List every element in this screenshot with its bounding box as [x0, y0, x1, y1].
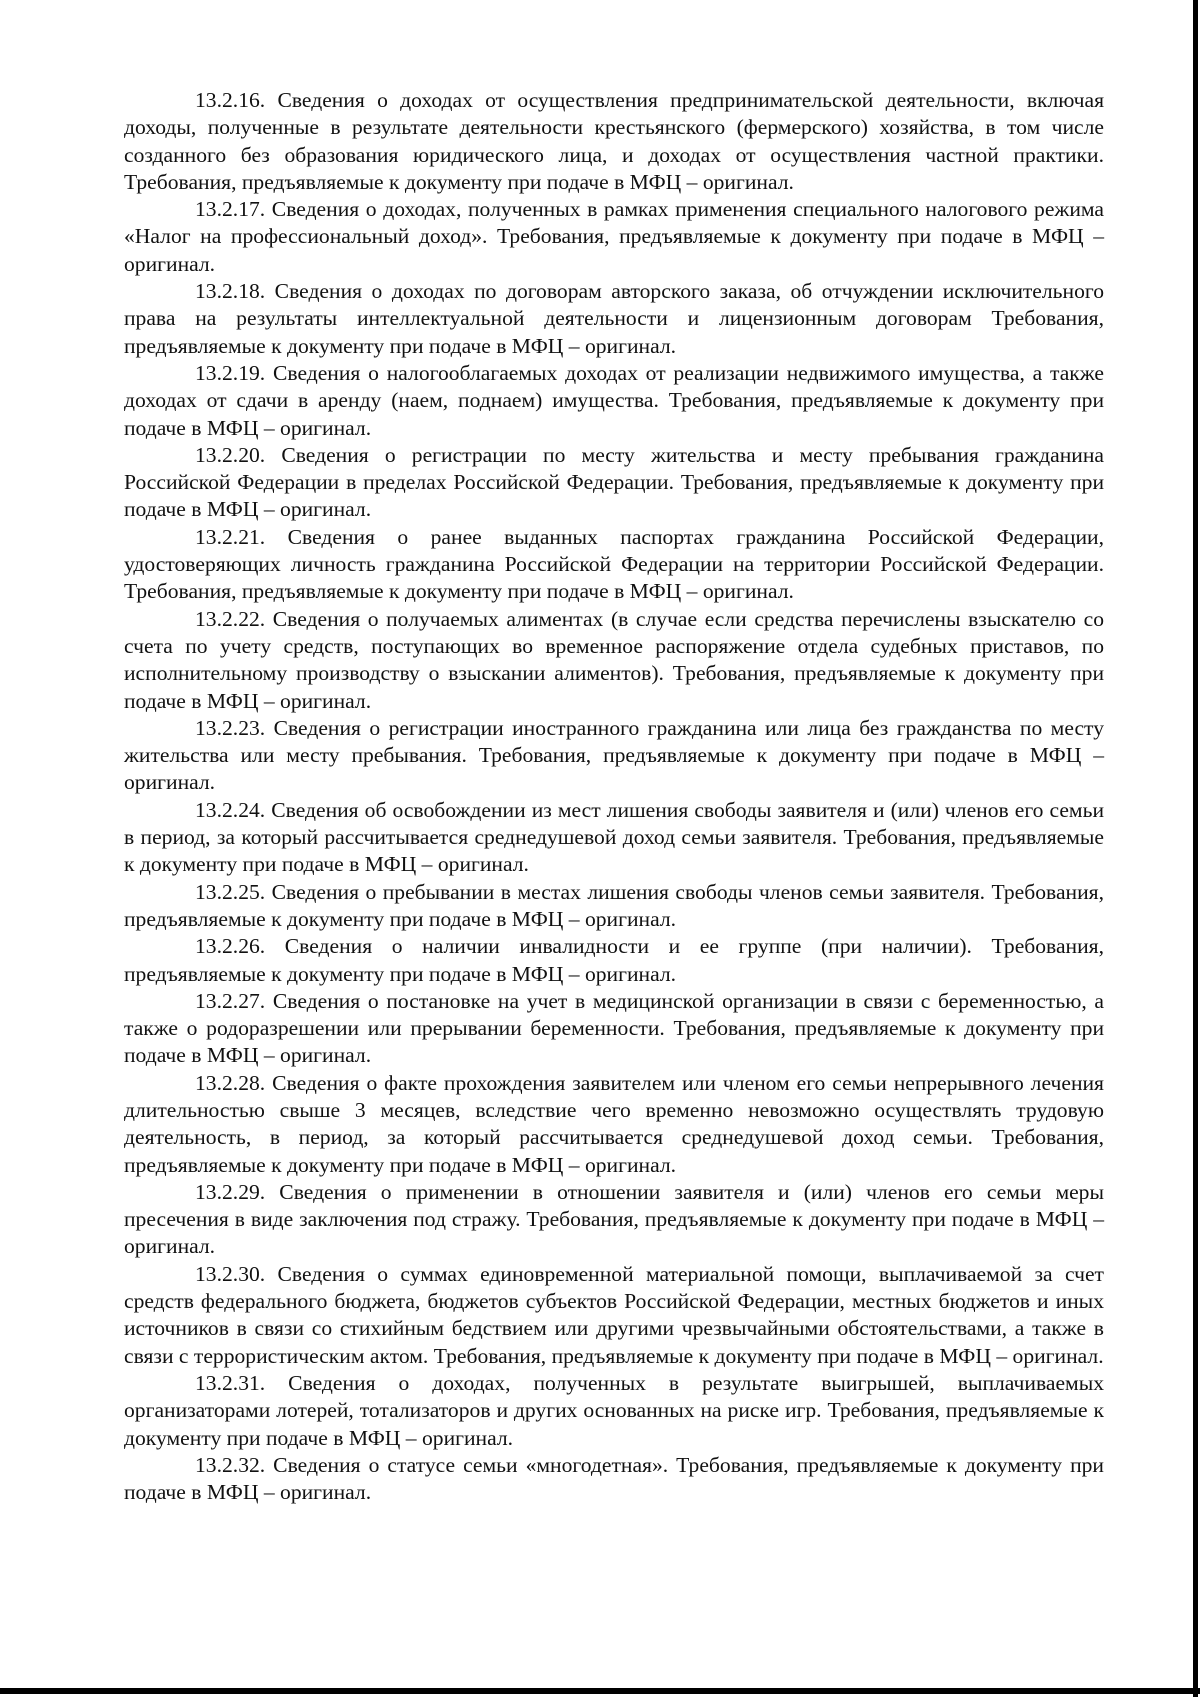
paragraph-13-2-32: 13.2.32. Сведения о статусе семьи «многодетная». Требования, предъявляемые к документу при подаче в МФЦ – оригинал.	[124, 1452, 1104, 1505]
paragraph-13-2-16: 13.2.16. Сведения о доходах от осуществления предпринимательской деятельности, включая доходы, полученные в результате деятельности крестьянского (фермерского) хозяйства, в том числе созданного без образования юридического лица, и доходах от осуществления частной практики. Требования, предъявляемые к документу при подаче в МФЦ – оригинал.	[124, 88, 1104, 194]
paragraph-13-2-29: 13.2.29. Сведения о применении в отношении заявителя и (или) членов его семьи меры пресечения в виде заключения под стражу. Требования, предъявляемые к документу при подаче в МФЦ – оригинал.	[124, 1179, 1104, 1259]
paragraph-13-2-23: 13.2.23. Сведения о регистрации иностранного гражданина или лица без гражданства по месту жительства или месту пребывания. Требования, предъявляемые к документу при подаче в МФЦ – оригинал.	[124, 715, 1104, 795]
paragraph-13-2-18: 13.2.18. Сведения о доходах по договорам авторского заказа, об отчуждении исключительного права на результаты интеллектуальной деятельности и лицензионным договорам Требования, предъявляемые к документу при подаче в МФЦ – оригинал.	[124, 279, 1104, 358]
paragraph-13-2-22: 13.2.22. Сведения о получаемых алиментах (в случае если средства перечислены взыскателю со счета по учету средств, поступающих во временное распоряжение отдела судебных приставов, по исполнительному производству о взыскании алиментов). Требования, предъявляемые к документу при подаче в МФЦ – оригинал.	[124, 606, 1104, 713]
paragraph-13-2-21: 13.2.21. Сведения о ранее выданных паспортах гражданина Российской Федерации, удостоверяющих личность гражданина Российской Федерации на территории Российской Федерации. Требования, предъявляемые к документу при подаче в МФЦ – оригинал.	[124, 524, 1104, 604]
paragraph-13-2-20: 13.2.20. Сведения о регистрации по месту жительства и месту пребывания гражданина Российской Федерации в пределах Российской Федерации. Требования, предъявляемые к документу при подаче в МФЦ – оригинал.	[124, 442, 1104, 522]
paragraph-13-2-28: 13.2.28. Сведения о факте прохождения заявителем или членом его семьи непрерывного лечения длительностью свыше 3 месяцев, вследствие чего временно невозможно осуществлять трудовую деятельность, в период, за который рассчитывается среднедушевой доход семьи. Требования, предъявляемые к документу при подаче в МФЦ – оригинал.	[124, 1070, 1104, 1177]
page-edge-bottom	[0, 1688, 1200, 1694]
paragraph-13-2-24: 13.2.24. Сведения об освобождении из мест лишения свободы заявителя и (или) членов его семьи в период, за который рассчитывается среднедушевой доход семьи заявителя. Требования, предъявляемые к документу при подаче в МФЦ – оригинал.	[124, 797, 1104, 877]
paragraph-13-2-27: 13.2.27. Сведения о постановке на учет в медицинской организации в связи с беременностью, а также о родоразрешении или прерывании беременности. Требования, предъявляемые к документу при подаче в МФЦ – оригинал.	[124, 988, 1104, 1068]
paragraph-13-2-26: 13.2.26. Сведения о наличии инвалидности и ее группе (при наличии). Требования, предъявляемые к документу при подаче в МФЦ – оригинал.	[124, 934, 1104, 986]
paragraph-13-2-31: 13.2.31. Сведения о доходах, полученных в результате выигрышей, выплачиваемых организаторами лотерей, тотализаторов и других основанных на риске игр. Требования, предъявляемые к документу при подаче в МФЦ – оригинал.	[124, 1370, 1104, 1450]
paragraph-13-2-25: 13.2.25. Сведения о пребывании в местах лишения свободы членов семьи заявителя. Требования, предъявляемые к документу при подаче в МФЦ – оригинал.	[124, 879, 1104, 931]
paragraph-13-2-30: 13.2.30. Сведения о суммах единовременной материальной помощи, выплачиваемой за счет средств федерального бюджета, бюджетов субъектов Российской Федерации, местных бюджетов и иных источников в связи со стихийным бедствием или другими чрезвычайными обстоятельствами, а также в связи с террористическим актом. Требования, предъявляемые к документу при подаче в МФЦ – оригинал.	[124, 1261, 1104, 1368]
paragraph-13-2-19: 13.2.19. Сведения о налогооблагаемых доходах от реализации недвижимого имущества, а также доходах от сдачи в аренду (наем, поднаем) имущества. Требования, предъявляемые к документу при подаче в МФЦ – оригинал.	[124, 360, 1104, 440]
page-edge-right	[1193, 0, 1198, 1697]
document-body	[124, 87, 1104, 1506]
paragraph-13-2-17: 13.2.17. Сведения о доходах, полученных в рамках применения специального налогового режима «Налог на профессиональный доход». Требования, предъявляемые к документу при подаче в МФЦ – оригинал.	[124, 197, 1104, 276]
